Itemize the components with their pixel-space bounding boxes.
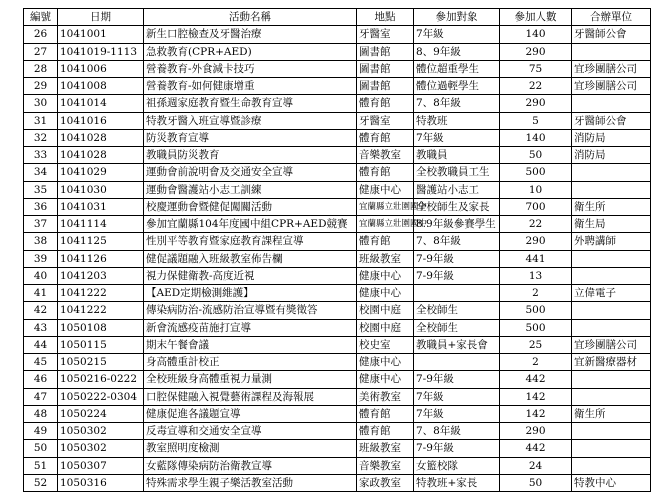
table-row [24, 95, 651, 112]
cell-activity: 運動會前說明會及交通安全宣導 [144, 164, 357, 181]
table-row [24, 388, 651, 405]
cell-location: 圖書館 [357, 43, 414, 60]
cell-number: 27 [24, 43, 58, 60]
cell-date: 1041222 [58, 285, 144, 302]
cell-partner [572, 440, 651, 457]
cell-location: 宜蘭縣立壯圍國中 [357, 198, 414, 215]
table-row [24, 285, 651, 302]
table-row [24, 26, 651, 43]
cell-target: 8.9年級參賽學生 [414, 216, 500, 233]
cell-date: 1050215 [58, 354, 144, 371]
cell-location: 牙醫室 [357, 112, 414, 129]
cell-number: 50 [24, 440, 58, 457]
cell-activity: 健促議題融入班級教室佈告欄 [144, 250, 357, 267]
cell-location: 音樂教室 [357, 147, 414, 164]
cell-target: 體位過輕學生 [414, 78, 500, 95]
table-row [24, 233, 651, 250]
table-row [24, 147, 651, 164]
header-row [24, 9, 651, 26]
cell-date: 1041001 [58, 26, 144, 43]
cell-target: 7-9年級 [414, 371, 500, 388]
cell-number: 44 [24, 336, 58, 353]
activity-table [23, 8, 651, 492]
cell-target: 7年級 [414, 26, 500, 43]
cell-target [414, 354, 500, 371]
cell-target: 教職員+家長會 [414, 336, 500, 353]
cell-count: 142 [500, 405, 572, 422]
cell-count: 290 [500, 95, 572, 112]
cell-activity: 【AED定期檢測維護】 [144, 285, 357, 302]
cell-activity: 傳染病防治-流感防治宣導暨有獎徵答 [144, 302, 357, 319]
cell-partner [572, 43, 651, 60]
cell-count: 50 [500, 147, 572, 164]
cell-date: 1041028 [58, 129, 144, 146]
cell-count: 2 [500, 285, 572, 302]
table-row [24, 164, 651, 181]
cell-count: 75 [500, 60, 572, 77]
cell-target: 7-9年級 [414, 440, 500, 457]
cell-location: 健康中心 [357, 371, 414, 388]
table-row [24, 319, 651, 336]
cell-location: 校園中庭 [357, 302, 414, 319]
cell-count: 500 [500, 319, 572, 336]
cell-activity: 參加宜蘭縣104年度國中組CPR+AED競賽 [144, 216, 357, 233]
cell-partner: 衛生局 [572, 216, 651, 233]
cell-partner: 牙醫師公會 [572, 26, 651, 43]
cell-date: 1050302 [58, 440, 144, 457]
table-body [24, 26, 651, 492]
cell-location: 美術教室 [357, 388, 414, 405]
cell-date: 1050216-0222 [58, 371, 144, 388]
cell-number: 51 [24, 457, 58, 474]
table-row [24, 302, 651, 319]
cell-target: 特教班+家長 [414, 474, 500, 491]
cell-target: 全校師生 [414, 302, 500, 319]
cell-partner: 特教中心 [572, 474, 651, 491]
cell-count: 700 [500, 198, 572, 215]
cell-activity: 全校班級身高體重視力量測 [144, 371, 357, 388]
cell-activity: 口腔保健融入視覺藝術課程及海報展 [144, 388, 357, 405]
cell-count: 290 [500, 43, 572, 60]
cell-count: 140 [500, 26, 572, 43]
cell-count: 24 [500, 457, 572, 474]
cell-activity: 健康促進各議題宣導 [144, 405, 357, 422]
cell-target: 特教班 [414, 112, 500, 129]
cell-partner: 外聘講師 [572, 233, 651, 250]
cell-partner [572, 423, 651, 440]
cell-number: 30 [24, 95, 58, 112]
cell-partner [572, 267, 651, 284]
cell-number: 26 [24, 26, 58, 43]
table-row [24, 181, 651, 198]
cell-count: 500 [500, 302, 572, 319]
table-header [24, 9, 651, 26]
cell-count: 500 [500, 164, 572, 181]
header-activity: 活動名稱 [144, 9, 357, 26]
cell-count: 5 [500, 112, 572, 129]
cell-date: 1041030 [58, 181, 144, 198]
cell-count: 441 [500, 250, 572, 267]
cell-partner [572, 319, 651, 336]
cell-partner: 消防局 [572, 129, 651, 146]
table-row [24, 336, 651, 353]
cell-date: 1041008 [58, 78, 144, 95]
cell-count: 50 [500, 474, 572, 491]
header-partner: 合辦單位 [572, 9, 651, 26]
cell-location: 健康中心 [357, 354, 414, 371]
cell-count: 142 [500, 388, 572, 405]
cell-target: 7-9年級 [414, 267, 500, 284]
cell-target [414, 285, 500, 302]
cell-date: 1041006 [58, 60, 144, 77]
cell-activity: 視力保健衛教-高度近視 [144, 267, 357, 284]
cell-target: 7年級 [414, 405, 500, 422]
cell-target: 全校教職員工生 [414, 164, 500, 181]
cell-number: 35 [24, 181, 58, 198]
cell-date: 1050115 [58, 336, 144, 353]
cell-partner: 立偉電子 [572, 285, 651, 302]
cell-date: 1041028 [58, 147, 144, 164]
cell-location: 圖書館 [357, 78, 414, 95]
cell-location: 音樂教室 [357, 457, 414, 474]
cell-date: 1041222 [58, 302, 144, 319]
cell-count: 2 [500, 354, 572, 371]
cell-number: 46 [24, 371, 58, 388]
cell-location: 校史室 [357, 336, 414, 353]
cell-target: 8、9年級 [414, 43, 500, 60]
header-number: 編號 [24, 9, 58, 26]
cell-partner: 宜珍團膳公司 [572, 60, 651, 77]
cell-partner: 宜新醫療器材 [572, 354, 651, 371]
cell-date: 1041031 [58, 198, 144, 215]
cell-number: 34 [24, 164, 58, 181]
cell-partner [572, 371, 651, 388]
table-row [24, 423, 651, 440]
cell-count: 22 [500, 216, 572, 233]
cell-location: 牙醫室 [357, 26, 414, 43]
cell-activity: 祖孫週家庭教育暨生命教育宣導 [144, 95, 357, 112]
cell-location: 健康中心 [357, 267, 414, 284]
cell-target: 體位超重學生 [414, 60, 500, 77]
cell-count: 22 [500, 78, 572, 95]
cell-number: 43 [24, 319, 58, 336]
cell-date: 1041125 [58, 233, 144, 250]
cell-activity: 運動會醫護站小志工訓練 [144, 181, 357, 198]
cell-number: 38 [24, 233, 58, 250]
cell-target: 7年級 [414, 129, 500, 146]
cell-activity: 新會流感疫苗施打宣導 [144, 319, 357, 336]
cell-target: 7、8年級 [414, 95, 500, 112]
cell-date: 1041029 [58, 164, 144, 181]
table-row [24, 250, 651, 267]
cell-partner [572, 164, 651, 181]
cell-partner: 衛生所 [572, 405, 651, 422]
cell-count: 13 [500, 267, 572, 284]
table-row [24, 112, 651, 129]
cell-number: 41 [24, 285, 58, 302]
cell-number: 33 [24, 147, 58, 164]
cell-number: 37 [24, 216, 58, 233]
cell-number: 48 [24, 405, 58, 422]
cell-location: 體育館 [357, 129, 414, 146]
cell-partner [572, 457, 651, 474]
table-row [24, 129, 651, 146]
cell-target: 全校師生及家長 [414, 198, 500, 215]
cell-target: 7、8年級 [414, 423, 500, 440]
cell-count: 10 [500, 181, 572, 198]
cell-location: 家政教室 [357, 474, 414, 491]
cell-location: 體育館 [357, 423, 414, 440]
cell-number: 45 [24, 354, 58, 371]
cell-location: 班級教室 [357, 250, 414, 267]
cell-partner: 宜珍團膳公司 [572, 78, 651, 95]
cell-count: 290 [500, 423, 572, 440]
cell-activity: 校慶運動會暨健促闖關活動 [144, 198, 357, 215]
cell-number: 32 [24, 129, 58, 146]
cell-location: 體育館 [357, 405, 414, 422]
cell-date: 1050222-0304 [58, 388, 144, 405]
header-count: 參加人數 [500, 9, 572, 26]
cell-activity: 特殊需求學生親子樂活教室活動 [144, 474, 357, 491]
cell-count: 290 [500, 233, 572, 250]
cell-target: 7、8年級 [414, 233, 500, 250]
cell-number: 47 [24, 388, 58, 405]
header-target: 參加對象 [414, 9, 500, 26]
cell-target: 教職員 [414, 147, 500, 164]
cell-number: 40 [24, 267, 58, 284]
cell-target: 7年級 [414, 388, 500, 405]
header-location: 地點 [357, 9, 414, 26]
table-row [24, 457, 651, 474]
cell-date: 1050302 [58, 423, 144, 440]
table-row [24, 60, 651, 77]
cell-date: 1041203 [58, 267, 144, 284]
cell-partner [572, 181, 651, 198]
cell-activity: 營養教育-如何健康增重 [144, 78, 357, 95]
cell-date: 1041016 [58, 112, 144, 129]
cell-activity: 特教牙醫入班宣導暨診療 [144, 112, 357, 129]
cell-target: 女籃校隊 [414, 457, 500, 474]
cell-date: 1050316 [58, 474, 144, 491]
cell-location: 校園中庭 [357, 319, 414, 336]
table-row [24, 198, 651, 215]
cell-activity: 新生口腔檢查及牙醫治療 [144, 26, 357, 43]
cell-number: 28 [24, 60, 58, 77]
cell-activity: 營養教育-外食減卡技巧 [144, 60, 357, 77]
cell-number: 52 [24, 474, 58, 491]
cell-activity: 防災教育宣導 [144, 129, 357, 146]
table-row [24, 405, 651, 422]
cell-number: 49 [24, 423, 58, 440]
cell-activity: 教室照明度檢測 [144, 440, 357, 457]
cell-count: 442 [500, 371, 572, 388]
table-row [24, 78, 651, 95]
cell-location: 體育館 [357, 95, 414, 112]
cell-partner: 牙醫師公會 [572, 112, 651, 129]
cell-count: 442 [500, 440, 572, 457]
cell-target: 全校師生 [414, 319, 500, 336]
cell-target: 7-9年級 [414, 250, 500, 267]
cell-partner: 衛生所 [572, 198, 651, 215]
cell-date: 1050307 [58, 457, 144, 474]
cell-partner [572, 388, 651, 405]
cell-location: 班級教室 [357, 440, 414, 457]
table-row [24, 371, 651, 388]
table-row [24, 43, 651, 60]
cell-location: 圖書館 [357, 60, 414, 77]
table-row [24, 267, 651, 284]
cell-location: 宜蘭縣立壯圍國中 [357, 216, 414, 233]
cell-count: 140 [500, 129, 572, 146]
cell-activity: 性別平等教育暨家庭教育課程宣導 [144, 233, 357, 250]
cell-number: 29 [24, 78, 58, 95]
cell-date: 1050224 [58, 405, 144, 422]
cell-location: 健康中心 [357, 181, 414, 198]
cell-date: 1041014 [58, 95, 144, 112]
header-date: 日期 [58, 9, 144, 26]
cell-activity: 期末午餐會議 [144, 336, 357, 353]
cell-number: 31 [24, 112, 58, 129]
table-row [24, 216, 651, 233]
cell-location: 健康中心 [357, 285, 414, 302]
cell-date: 1041019-1113 [58, 43, 144, 60]
cell-number: 39 [24, 250, 58, 267]
cell-activity: 女藍隊傳染病防治衛教宣導 [144, 457, 357, 474]
cell-partner: 消防局 [572, 147, 651, 164]
cell-activity: 反毒宣導和交通安全宣導 [144, 423, 357, 440]
cell-partner [572, 302, 651, 319]
table-row [24, 474, 651, 491]
cell-partner [572, 95, 651, 112]
cell-activity: 身高體重計校正 [144, 354, 357, 371]
cell-partner [572, 250, 651, 267]
cell-date: 1041126 [58, 250, 144, 267]
cell-location: 體育館 [357, 164, 414, 181]
cell-count: 25 [500, 336, 572, 353]
cell-number: 36 [24, 198, 58, 215]
cell-partner: 宜珍團膳公司 [572, 336, 651, 353]
cell-activity: 急救教育(CPR+AED) [144, 43, 357, 60]
cell-target: 醫護站小志工 [414, 181, 500, 198]
table-row [24, 354, 651, 371]
table-row [24, 440, 651, 457]
cell-activity: 教職員防災教育 [144, 147, 357, 164]
cell-location: 體育館 [357, 233, 414, 250]
cell-number: 42 [24, 302, 58, 319]
cell-date: 1050108 [58, 319, 144, 336]
cell-date: 1041114 [58, 216, 144, 233]
